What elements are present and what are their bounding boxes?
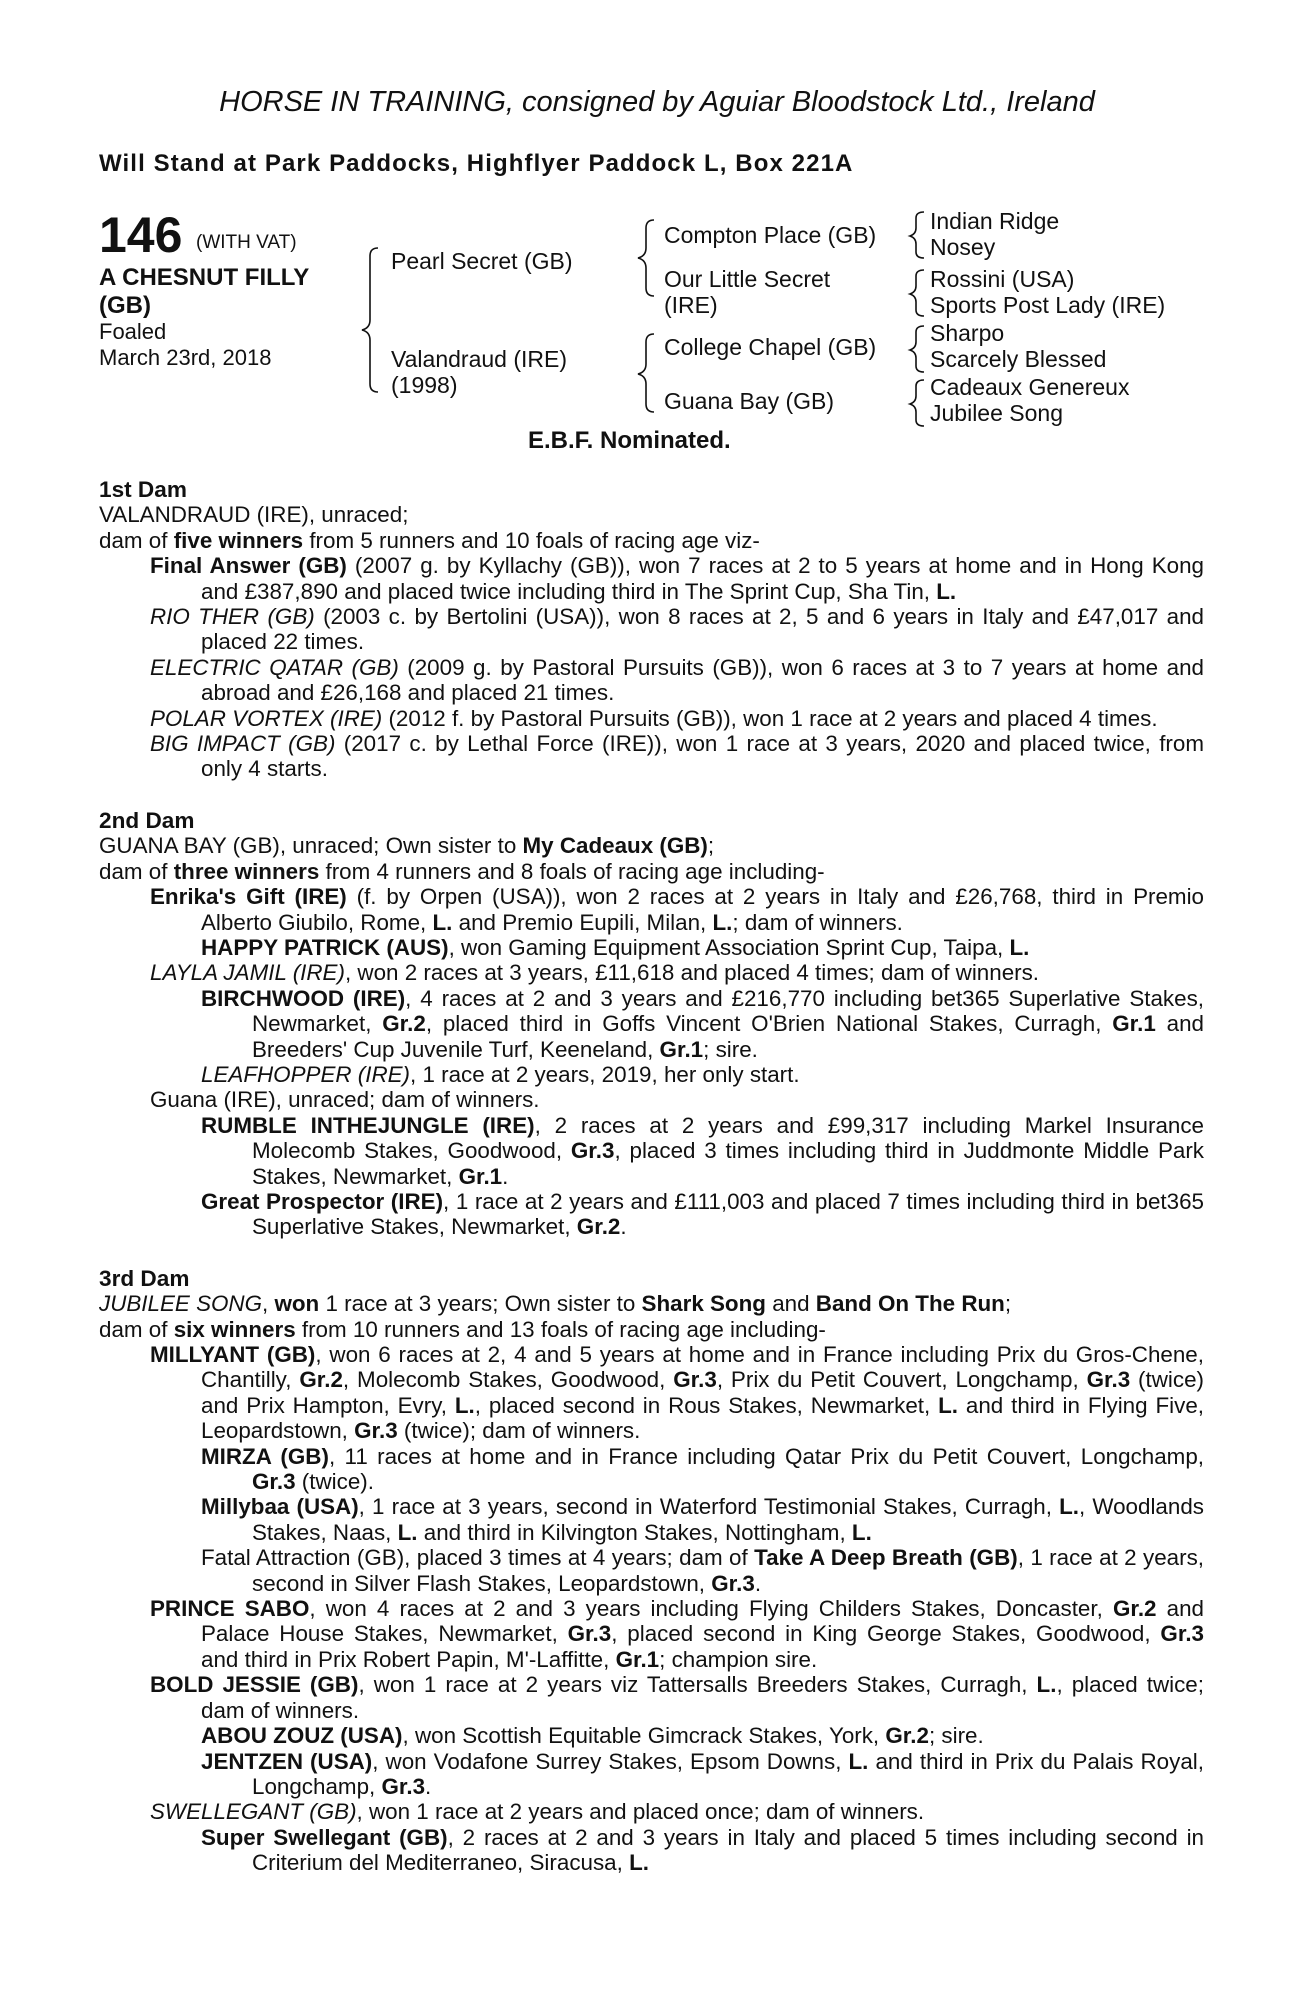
brace-sire-dam xyxy=(362,248,378,392)
brace-g1 xyxy=(910,212,924,258)
third-dam-entry: MIRZA (GB), 11 races at home and in France including Qatar Prix du Petit Couvert, Longchamp, Gr.3 (twice). xyxy=(201,1443,1205,1495)
brace-dam xyxy=(638,334,654,412)
pedigree-g5: Sharpo xyxy=(930,320,1005,346)
first-dam-summary: dam of five winners from 5 runners and 10 foals of racing age viz- xyxy=(99,527,760,553)
stand-location: Will Stand at Park Paddocks, Highflyer Paddock L, Box 221A xyxy=(99,150,854,177)
first-dam-heading: 1st Dam xyxy=(99,477,187,502)
pedigree-g8: Jubilee Song xyxy=(930,400,1063,426)
third-dam-summary: dam of six winners from 10 runners and 13 foals of racing age including- xyxy=(99,1316,826,1342)
foaled-date: March 23rd, 2018 xyxy=(99,345,272,370)
second-dam-entry: BIRCHWOOD (IRE), 4 races at 2 and 3 years and £216,770 including bet365 Superlative Stakes, Newmarket, Gr.2, placed third in Goffs Vincent O'Brien National Stakes, Curragh, Gr.1 and Breeders' Cup Juvenile Turf, Keeneland, Gr.1; sire. xyxy=(201,985,1204,1062)
vat-note: (WITH VAT) xyxy=(196,232,297,253)
third-dam-entry: ABOU ZOUZ (USA), won Scottish Equitable Gimcrack Stakes, York, Gr.2; sire. xyxy=(201,1723,984,1749)
first-dam-entry: Final Answer (GB) (2007 g. by Kyllachy (GB)), won 7 races at 2 to 5 years at home and in Hong Kong and £387,890 and placed twice including third in The Sprint Cup, Sha Tin, L. xyxy=(150,553,1204,604)
third-dam-entry: MILLYANT (GB), won 6 races at 2, 4 and 5 years at home and in France including Prix du Gros-Chene, Chantilly, Gr.2, Molecomb Stakes, Goodwood, Gr.3, Prix du Petit Couvert, Longchamp, Gr.3 (twice) and Prix Hampton, Evry, L., placed second in Rous Stakes, Newmarket, L. and third in Flying Five, Leopardstown, Gr.3 (twice); dam of winners. xyxy=(150,1342,1204,1444)
produce-record xyxy=(99,477,1204,1876)
first-dam-entry: ELECTRIC QATAR (GB) (2009 g. by Pastoral Pursuits (GB)), won 6 races at 3 to 7 years at home and abroad and £26,168 and placed 21 times. xyxy=(150,654,1204,706)
lot-number: 146 xyxy=(99,207,183,263)
pedigree-g2: Nosey xyxy=(930,234,996,260)
third-dam-heading: 3rd Dam xyxy=(99,1265,190,1291)
foaled-label: Foaled xyxy=(99,319,167,344)
first-dam-entry: BIG IMPACT (GB) (2017 c. by Lethal Force (IRE)), won 1 race at 3 years, 2020 and placed twice, from only 4 starts. xyxy=(150,731,1204,782)
second-dam-entry: HAPPY PATRICK (AUS), won Gaming Equipment Association Sprint Cup, Taipa, L. xyxy=(201,934,1030,960)
pedigree-sire-dam-name: Our Little Secret xyxy=(664,266,831,292)
third-dam-entry: Fatal Attraction (GB), placed 3 times at 4 years; dam of Take A Deep Breath (GB), 1 race at 2 years, second in Silver Flash Stakes, Leopardstown, Gr.3. xyxy=(201,1545,1204,1596)
pedigree-dam-year: (1998) xyxy=(391,372,458,398)
catalogue-title: HORSE IN TRAINING, consigned by Aguiar Bloodstock Ltd., Ireland xyxy=(219,86,1095,118)
lot-description-line1: A CHESNUT FILLY xyxy=(99,264,310,291)
second-dam-line: GUANA BAY (GB), unraced; Own sister to My Cadeaux (GB); xyxy=(99,833,715,859)
third-dam-entry: BOLD JESSIE (GB), won 1 race at 2 years viz Tattersalls Breeders Stakes, Curragh, L., placed twice; dam of winners. xyxy=(150,1672,1204,1723)
pedigree-g6: Scarcely Blessed xyxy=(930,346,1107,372)
brace-g2 xyxy=(910,270,924,316)
third-dam-line: JUBILEE SONG, won 1 race at 3 years; Own sister to Shark Song and Band On The Run; xyxy=(99,1291,1012,1317)
second-dam-entry: LEAFHOPPER (IRE), 1 race at 2 years, 2019, her only start. xyxy=(201,1061,800,1087)
pedigree-sire-sire: Compton Place (GB) xyxy=(664,222,877,248)
pedigree-g3: Rossini (USA) xyxy=(930,266,1075,292)
third-dam-entry: JENTZEN (USA), won Vodafone Surrey Stakes, Epsom Downs, L. and third in Prix du Palais Royal, Longchamp, Gr.3. xyxy=(201,1748,1204,1799)
pedigree-g7: Cadeaux Genereux xyxy=(930,374,1130,400)
second-dam-entry: LAYLA JAMIL (IRE), won 2 races at 3 years, £11,618 and placed 4 times; dam of winners. xyxy=(150,960,1040,986)
first-dam-line: VALANDRAUD (IRE), unraced; xyxy=(99,502,409,528)
pedigree-dam-name: Valandraud (IRE) xyxy=(391,346,567,372)
pedigree-g4: Sports Post Lady (IRE) xyxy=(930,292,1166,318)
third-dam-entry: SWELLEGANT (GB), won 1 race at 2 years and placed once; dam of winners. xyxy=(150,1799,925,1825)
brace-sire xyxy=(638,220,654,296)
pedigree-sire-dam-country: (IRE) xyxy=(664,292,718,318)
second-dam-summary: dam of three winners from 4 runners and 8 foals of racing age including- xyxy=(99,858,825,884)
second-dam-entry: RUMBLE INTHEJUNGLE (IRE), 2 races at 2 years and £99,317 including Markel Insurance Molecomb Stakes, Goodwood, Gr.3, placed 3 times including third in Juddmonte Middle Park Stakes, Newmarket, Gr.1. xyxy=(201,1112,1204,1189)
second-dam-heading: 2nd Dam xyxy=(99,807,195,833)
brace-g4 xyxy=(910,380,924,426)
third-dam-entry: PRINCE SABO, won 4 races at 2 and 3 years including Flying Childers Stakes, Doncaster, Gr.2 and Palace House Stakes, Newmarket, Gr.3, placed second in King George Stakes, Goodwood, Gr.3 and third in Prix Robert Papin, M'-Laffitte, Gr.1; champion sire. xyxy=(150,1596,1204,1672)
second-dam-entry: Great Prospector (IRE), 1 race at 2 years and £111,003 and placed 7 times including third in bet365 Superlative Stakes, Newmarket, Gr.2. xyxy=(201,1188,1204,1240)
third-dam-entry: Millybaa (USA), 1 race at 3 years, second in Waterford Testimonial Stakes, Curragh, L., Woodlands Stakes, Naas, L. and third in Kilvington Stakes, Nottingham, L. xyxy=(201,1494,1204,1545)
pedigree-dam-dam: Guana Bay (GB) xyxy=(664,388,835,414)
pedigree-sire: Pearl Secret (GB) xyxy=(391,248,573,274)
first-dam-entry: RIO THER (GB) (2003 c. by Bertolini (USA)), won 8 races at 2, 5 and 6 years in Italy and £47,017 and placed 22 times. xyxy=(150,604,1204,655)
brace-g3 xyxy=(910,326,924,372)
second-dam-entry: Enrika's Gift (IRE) (f. by Orpen (USA)), won 2 races at 2 years in Italy and £26,768, third in Premio Alberto Giubilo, Rome, L. and Premio Eupili, Milan, L.; dam of winners. xyxy=(150,884,1204,935)
pedigree-g1: Indian Ridge xyxy=(930,208,1060,234)
second-dam-entry: Guana (IRE), unraced; dam of winners. xyxy=(150,1087,540,1113)
ebf-nominated: E.B.F. Nominated. xyxy=(528,427,731,454)
first-dam-entry: POLAR VORTEX (IRE) (2012 f. by Pastoral Pursuits (GB)), won 1 race at 2 years and placed 4 times. xyxy=(150,705,1158,731)
lot-description-line2: (GB) xyxy=(99,292,151,319)
third-dam-entry: Super Swellegant (GB), 2 races at 2 and 3 years in Italy and placed 5 times including second in Criterium del Mediterraneo, Siracusa, L. xyxy=(201,1824,1205,1876)
pedigree-dam-sire: College Chapel (GB) xyxy=(664,334,877,360)
